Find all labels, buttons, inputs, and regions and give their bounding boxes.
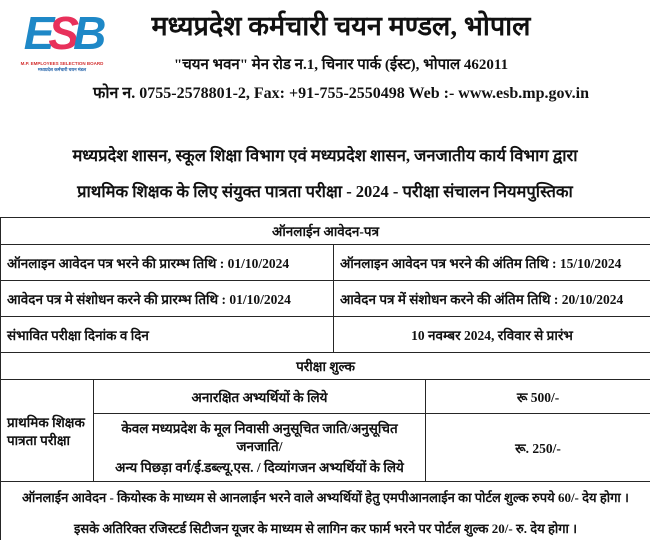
application-dates-row-2 bbox=[1, 281, 650, 317]
application-start-date-cell: ऑनलाइन आवेदन पत्र भरने की प्रारम्भ तिथि : 01/10/2024 bbox=[1, 245, 334, 281]
fee-section-header-row bbox=[1, 353, 650, 380]
exam-date-value-cell: 10 नवम्बर 2024, रविवार से प्रारंभ bbox=[334, 317, 650, 353]
correction-start-date-cell: आवेदन पत्र मे संशोधन करने की प्रारम्भ तिथि : 01/10/2024 bbox=[1, 281, 334, 317]
application-end-date-cell: ऑनलाइन आवेदन पत्र भरने की अंतिम तिथि : 15/10/2024 bbox=[334, 245, 650, 281]
fee-category-reserved-line-2: अन्य पिछड़ा वर्ग/ई.डब्ल्यू.एस. / दिव्यांगजन अभ्यर्थियों के लिये bbox=[115, 460, 404, 475]
exam-date-label-cell: संभावित परीक्षा दिनांक व दिन bbox=[1, 317, 334, 353]
exam-subtitle bbox=[0, 143, 650, 202]
portal-fee-note-kiosk: ऑनलाईन आवेदन - कियोस्क के माध्यम से आनलाईन भरने वाले अभ्यर्थियों हेतु एमपीआनलाईन का पोर्टल शुल्क रुपये 60/- देय होगा । bbox=[22, 489, 629, 505]
fee-amount-reserved-cell: रू. 250/- bbox=[426, 414, 650, 482]
fee-row-unreserved bbox=[1, 380, 650, 414]
exam-date-row bbox=[1, 317, 650, 353]
subtitle-line-2: प्राथमिक शिक्षक के लिए संयुक्त पात्रता परीक्षा - 2024 - परीक्षा संचालन नियमपुस्तिका bbox=[77, 182, 573, 201]
fee-category-reserved-line-1: केवल मध्यप्रदेश के मूल निवासी अनुसूचित जाति/अनुसूचित जनजाति/ bbox=[121, 421, 398, 454]
portal-fee-notes-cell bbox=[1, 482, 650, 540]
application-section-header-row bbox=[1, 218, 650, 245]
fee-row-reserved bbox=[1, 414, 650, 482]
exam-name-cell: प्राथमिक शिक्षक पात्रता परीक्षा bbox=[1, 380, 94, 482]
fee-amount-unreserved-cell: रू 500/- bbox=[426, 380, 650, 414]
correction-end-date-cell: आवेदन पत्र में संशोधन करने की अंतिम तिथि : 20/10/2024 bbox=[334, 281, 650, 317]
fee-category-unreserved-cell: अनारक्षित अभ्यर्थियों के लिये bbox=[94, 380, 426, 414]
organization-title: मध्यप्रदेश कर्मचारी चयन मण्डल, भोपाल bbox=[151, 11, 531, 41]
portal-fee-note-citizen-user: इसके अतिरिक्त रजिस्टर्ड सिटीजन यूजर के माध्यम से लागिन कर फार्म भरने पर पोर्टल शुल्क 20/- रु. देय होगा । bbox=[73, 520, 578, 536]
application-section-header: ऑनलाईन आवेदन-पत्र bbox=[1, 218, 650, 245]
esb-logo-caption-english: M.P. EMPLOYEES SELECTION BOARD bbox=[20, 60, 104, 67]
esb-logo-letter-b: B bbox=[73, 7, 101, 59]
exam-notice-table bbox=[0, 217, 650, 540]
organization-address: "चयन भवन" मेन रोड न.1, चिनार पार्क (ईस्ट), भोपाल 462011 bbox=[173, 57, 509, 74]
esb-logo-letter-e: E bbox=[23, 7, 49, 59]
fee-section-header: परीक्षा शुल्क bbox=[1, 353, 650, 380]
letterhead bbox=[32, 8, 650, 103]
portal-fee-notes-row bbox=[1, 482, 650, 540]
organization-contact: फोन न. 0755-2578801-2, Fax: +91-755-2550498 Web :- www.esb.mp.gov.in bbox=[93, 85, 589, 103]
subtitle-line-1: मध्यप्रदेश शासन, स्कूल शिक्षा विभाग एवं मध्यप्रदेश शासन, जनजातीय कार्य विभाग द्वारा bbox=[72, 146, 578, 165]
esb-logo-letter-s: S bbox=[48, 7, 74, 59]
fee-category-reserved-cell bbox=[94, 414, 426, 482]
esb-logo-caption-hindi: मध्यप्रदेश कर्मचारी चयन मंडल bbox=[37, 66, 87, 73]
application-dates-row-1 bbox=[1, 245, 650, 281]
